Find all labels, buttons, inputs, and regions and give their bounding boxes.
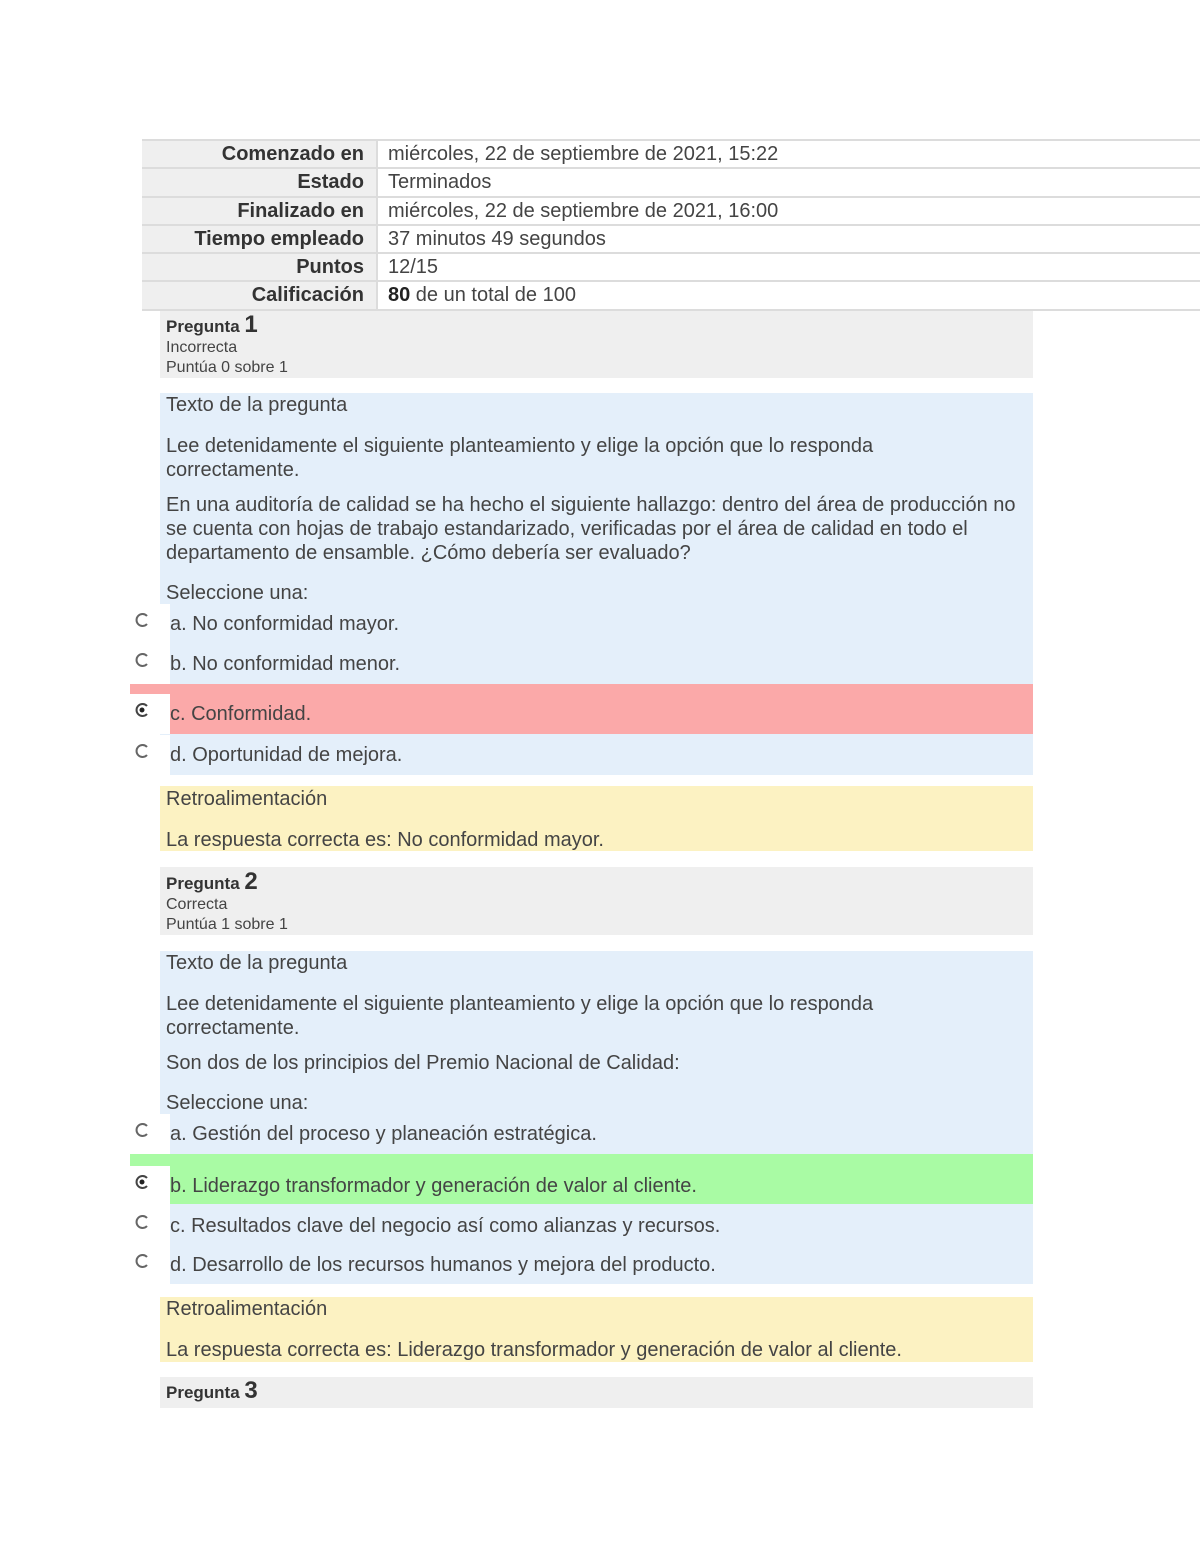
- option-label: d. Oportunidad de mejora.: [170, 744, 403, 766]
- summary-value: miércoles, 22 de septiembre de 2021, 15:22: [388, 143, 779, 165]
- grade-total: de un total de 100: [410, 284, 576, 307]
- radio-unchecked-icon[interactable]: [134, 1214, 150, 1230]
- summary-row-finished: [142, 198, 1200, 226]
- option-label: c. Resultados clave del negocio así como alianzas y recursos.: [170, 1215, 721, 1237]
- question-info: [160, 867, 1033, 935]
- option-label: a. Gestión del proceso y planeación estratégica.: [170, 1123, 597, 1145]
- feedback-box: [160, 1297, 1033, 1362]
- feedback-heading: Retroalimentación: [166, 788, 328, 810]
- question-body: En una auditoría de calidad se ha hecho el siguiente hallazgo: dentro del área de producción no se cuenta con hojas de trabajo estandarizado, verificadas por el área de calidad en todo el departamento de ensamble. ¿Cómo debería ser evaluado?: [166, 494, 1016, 564]
- summary-value: miércoles, 22 de septiembre de 2021, 16:00: [388, 199, 779, 222]
- question-number: 3: [244, 1377, 258, 1404]
- question-title: Pregunta: [166, 874, 240, 893]
- radio-checked-icon[interactable]: [134, 702, 150, 718]
- summary-value: [378, 282, 1200, 308]
- question-number: 1: [244, 311, 258, 338]
- answer-option-d[interactable]: [130, 735, 1033, 775]
- answer-option-d[interactable]: [130, 1245, 1033, 1285]
- attempt-summary-table: [142, 139, 1200, 311]
- question-title: Pregunta: [166, 317, 240, 336]
- radio-unchecked-icon[interactable]: [134, 652, 150, 668]
- answer-option-c[interactable]: [130, 694, 1033, 734]
- question-text-heading: Texto de la pregunta: [166, 394, 348, 416]
- option-label: a. No conformidad mayor.: [170, 613, 399, 635]
- answer-option-b[interactable]: [130, 1166, 1033, 1206]
- summary-label: Comenzado en: [142, 141, 378, 167]
- feedback-box: [160, 786, 1033, 851]
- radio-unchecked-icon[interactable]: [134, 1122, 150, 1138]
- question-text-heading: Texto de la pregunta: [166, 952, 348, 974]
- question-body: Son dos de los principios del Premio Nacional de Calidad:: [166, 1052, 680, 1074]
- feedback-text: La respuesta correcta es: No conformidad mayor.: [166, 829, 604, 851]
- answer-option-a[interactable]: [130, 604, 1033, 644]
- option-label: d. Desarrollo de los recursos humanos y mejora del producto.: [170, 1254, 716, 1276]
- summary-row-state: [142, 169, 1200, 197]
- radio-checked-icon[interactable]: [134, 1174, 150, 1190]
- select-one-prompt: Seleccione una:: [166, 582, 309, 604]
- option-label: b. Liderazgo transformador y generación de valor al cliente.: [170, 1175, 697, 1197]
- answer-option-b[interactable]: [130, 644, 1033, 684]
- question-info: [160, 311, 1033, 378]
- summary-label: Tiempo empleado: [142, 226, 378, 252]
- radio-unchecked-icon[interactable]: [134, 612, 150, 628]
- summary-row-time: [142, 226, 1200, 254]
- summary-label: Puntos: [142, 254, 378, 280]
- question-intro: Lee detenidamente el siguiente planteamiento y elige la opción que lo responda correctamente.: [166, 435, 874, 481]
- summary-value: 37 minutos 49 segundos: [388, 227, 606, 250]
- question-score: Puntúa 0 sobre 1: [166, 359, 288, 376]
- question-status: Correcta: [166, 896, 228, 913]
- summary-label: Estado: [142, 169, 378, 195]
- radio-unchecked-icon[interactable]: [134, 1253, 150, 1269]
- question-title: Pregunta: [166, 1383, 240, 1402]
- question-info: [160, 1377, 1033, 1408]
- summary-label: Calificación: [142, 282, 378, 308]
- feedback-text: La respuesta correcta es: Liderazgo transformador y generación de valor al cliente.: [166, 1339, 902, 1361]
- summary-row-points: [142, 254, 1200, 282]
- answer-option-a[interactable]: [130, 1114, 1033, 1154]
- feedback-heading: Retroalimentación: [166, 1298, 328, 1320]
- radio-unchecked-icon[interactable]: [134, 743, 150, 759]
- option-label: c. Conformidad.: [170, 703, 312, 725]
- summary-value: 12/15: [388, 256, 439, 279]
- option-label: b. No conformidad menor.: [170, 653, 401, 675]
- select-one-prompt: Seleccione una:: [166, 1092, 309, 1114]
- question-number: 2: [244, 868, 258, 895]
- summary-value: Terminados: [388, 171, 492, 194]
- summary-row-started: [142, 141, 1200, 169]
- answer-option-c[interactable]: [130, 1206, 1033, 1246]
- grade-value: 80: [388, 284, 411, 307]
- question-intro: Lee detenidamente el siguiente planteamiento y elige la opción que lo responda correctamente.: [166, 993, 874, 1039]
- summary-row-grade: [142, 282, 1200, 310]
- question-score: Puntúa 1 sobre 1: [166, 916, 288, 933]
- summary-label: Finalizado en: [142, 198, 378, 224]
- question-status: Incorrecta: [166, 339, 238, 356]
